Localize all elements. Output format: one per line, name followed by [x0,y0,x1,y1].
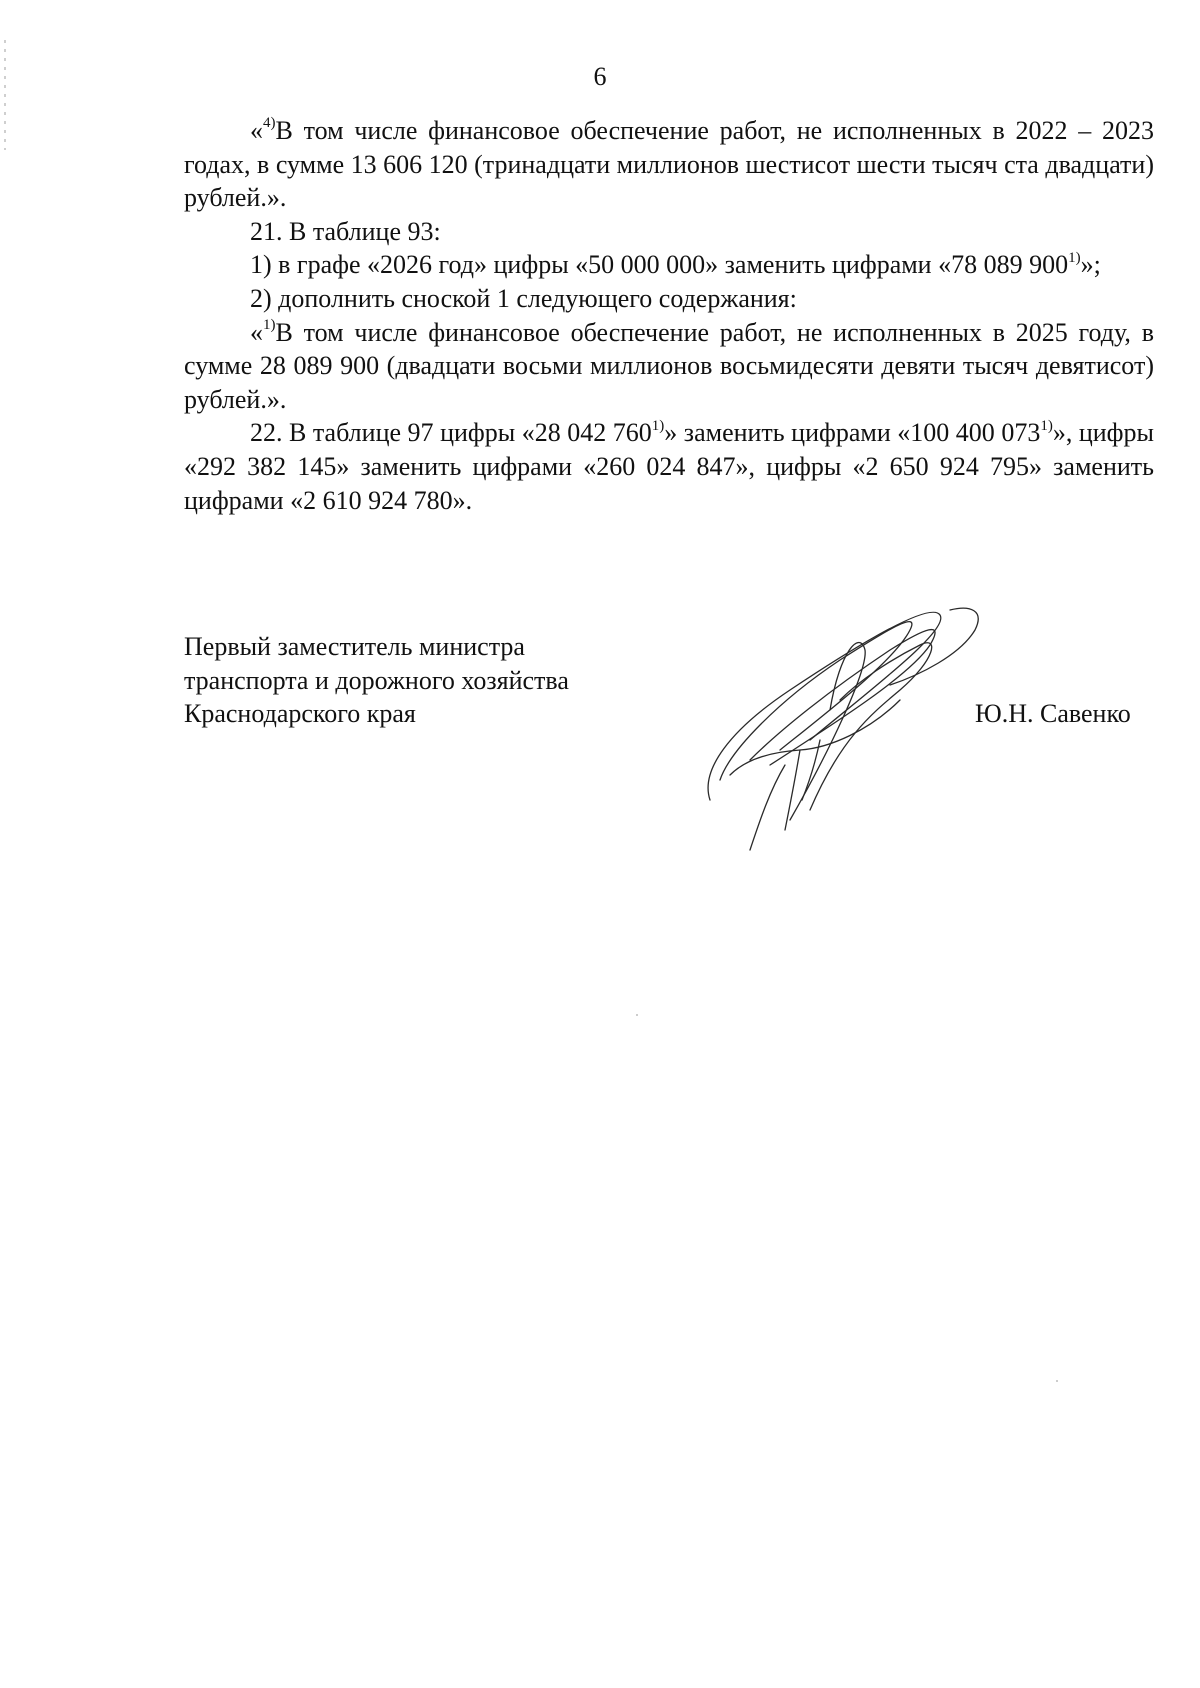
signer-title-line: Первый заместитель министра [184,632,525,661]
paragraph-text: 22. В таблице 97 цифры «28 042 760 [250,418,652,448]
paragraph-text: В том числе финансовое обеспечение работ, не исполненных в 2025 году, в сумме 28 089 900 (двадцати восьми миллионов восьмидесяти девяти тысяч девятисот) рублей.». [184,317,1154,414]
footnote-mark: 1) [1040,417,1053,434]
scan-speck [636,1014,638,1016]
footnote-mark: 1) [1068,249,1081,266]
paragraph-text: 21. В таблице 93: [250,216,441,246]
handwritten-signature-icon [690,590,1010,870]
scan-speck [1056,1380,1058,1382]
scan-edge-artifact [4,40,6,150]
paragraph-text: 1) в графе «2026 год» цифры «50 000 000» заменить цифрами «78 089 900 [250,250,1069,280]
quote-open: « [250,317,263,347]
paragraph-subitem-1 [184,248,1154,282]
paragraph-item-22 [184,416,1154,517]
paragraph-text: 2) дополнить сноской 1 следующего содержания: [250,283,797,313]
paragraph-subitem-2 [184,282,1154,316]
page-number: 6 [593,62,607,91]
paragraph-footnote-1 [184,316,1154,417]
paragraph-text: » заменить цифрами «100 400 073 [664,418,1041,448]
signer-name: Ю.Н. Савенко [975,699,1131,728]
footnote-mark: 1) [651,417,665,434]
paragraph-footnote-4 [184,114,1154,215]
signer-title-line: транспорта и дорожного хозяйства [184,665,569,695]
footnote-mark: 1) [263,316,276,333]
footnote-mark: 4) [263,115,276,132]
paragraph-text: », цифры «292 382 145» заменить цифрами «260 024 847», цифры «2 650 924 795» заменить цифрами «2 610 924 780». [184,418,1154,515]
paragraph-text: В том числе финансовое обеспечение работ, не исполненных в 2022 – 2023 годах, в сумме 13 606 120 (тринадцати миллионов шестисот шести тысяч ста двадцати) рублей.». [184,116,1154,213]
document-body [184,114,1154,517]
signer-title-line: Краснодарского края [184,699,416,729]
paragraph-text: »; [1080,250,1101,280]
quote-open: « [250,116,263,145]
paragraph-item-21 [184,215,1154,249]
signer-title [184,630,569,731]
